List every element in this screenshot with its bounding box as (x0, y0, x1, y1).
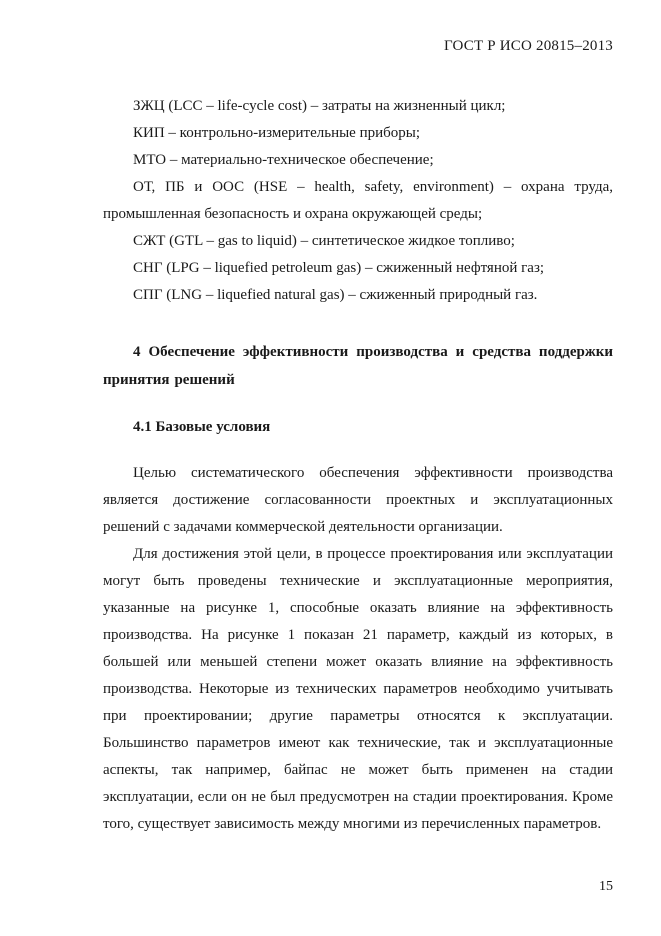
body-paragraph: Для достижения этой цели, в процессе проектирования или эксплуатации могут быть проведены технические и эксплуатационные мероприятия, указанные на рисунке 1, способные оказать влияние на эффективность производства. На рисунке 1 показан 21 параметр, каждый из которых, в большей или меньшей степени может оказать влияние на эффективность производства. Некоторые из технических параметров необходимо учитывать при проектировании; другие параметры относятся к эксплуатации. Большинство параметров имеют как технические, так и эксплуатационные аспекты, так например, байпас не может быть применен на стадии эксплуатации, если он не был предусмотрен на стадии проектирования. Кроме того, существует зависимость между многими из перечисленных параметров. (103, 546, 613, 832)
page-number: 15 (599, 879, 613, 894)
page-content (103, 93, 613, 838)
abbreviation-item: СЖТ (GTL – gas to liquid) – синтетическое жидкое топливо; (133, 233, 515, 249)
abbreviation-item: СНГ (LPG – liquefied petroleum gas) – сжиженный нефтяной газ; (133, 260, 545, 276)
abbreviations-list (103, 93, 613, 309)
abbreviation-item: СПГ (LNG – liquefied natural gas) – сжиженный природный газ. (133, 287, 538, 303)
abbreviation-item: ЗЖЦ (LCC – life-cycle cost) – затраты на жизненный цикл; (133, 98, 506, 114)
abbreviation-item: КИП – контрольно-измерительные приборы; (133, 125, 421, 141)
section-heading: 4 Обеспечение эффективности производства и средства поддержки принятия решений (103, 344, 613, 388)
body-paragraph: Целью систематического обеспечения эффективности производства является достижение согласованности проектных и эксплуатационных решений с задачами коммерческой деятельности организации. (103, 465, 613, 535)
subsection-heading: 4.1 Базовые условия (133, 419, 271, 435)
abbreviation-item: МТО – материально-техническое обеспечение; (133, 152, 434, 168)
abbreviation-item: ОТ, ПБ и ООС (HSE – health, safety, environment) – охрана труда, промышленная безопасность и охрана окружающей среды; (103, 179, 613, 222)
document-standard-id: ГОСТ Р ИСО 20815–2013 (444, 38, 613, 54)
